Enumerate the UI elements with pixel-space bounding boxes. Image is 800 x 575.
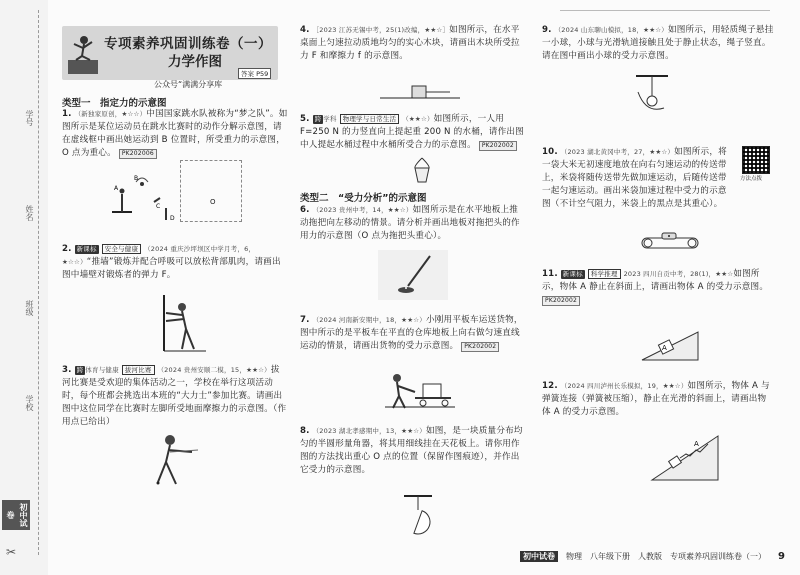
diver-figure [110, 168, 180, 228]
section-1-heading: 类型一 指定力的示意图 [62, 98, 167, 109]
footer-title: 专项素养巩固训练卷（一） [670, 551, 766, 561]
svg-text:A: A [694, 440, 699, 448]
page-number: 9 [778, 550, 785, 562]
question-8: 8. （2023 湖北孝感期中，13，★★☆）如图，是一块质量分布均匀的半圆形量角器，将其用细线挂在天花板上。请你用作图的方法找出重心 O 点的位置（保留作图痕迹），并作出它受力的示意图。 [300, 426, 523, 475]
question-11: 11. 新课标 科学推理 2023 四川自贡中考，28(1)，★★☆如图所示，物体 A 静止在斜面上，请画出物体 A 的受力示意图。 PK202002 [542, 269, 769, 304]
hanging-ball-figure [632, 74, 672, 114]
conveyor-figure [640, 232, 700, 252]
question-1: 1. （新独家原创，★☆☆）中国国家跳水队被称为“梦之队”。如图所示是某位运动员在跳水比赛时的动作分解示意图，请在虚线框中画出她运动到 B 位置时，所受重力的示意图，O 点为重心。 PK202006 [62, 109, 288, 158]
footer-brand: 初中试卷 [520, 551, 558, 562]
footer-edition: 人教版 [638, 551, 662, 561]
question-10: 10. （2023 湖北黄冈中考，27，★★☆）如图所示，将一袋大米无初速度地放在向右匀速运动的传送带上，米袋将随传送带先做加速运动，后随传送带一起匀速运动。画出米袋加速过程中受力的示意图（不计空气阻力，米袋上的黑点是其重心）。 [542, 147, 727, 209]
question-5: 5. 跨 学科 物理学与日常生活 （★★☆）如图所示，一人用 F=250 N 的力竖直向上提起重 200 N 的水桶，请作出图中人提起水桶过程中水桶所受合力的示意图。 PK202002 [300, 114, 524, 150]
tug-of-war-figure [150, 432, 200, 492]
wall-push-figure [160, 293, 210, 353]
label-student-id: 学号 [25, 110, 34, 126]
answer-dashed-box[interactable] [180, 160, 242, 222]
question-9: 9. （2024 山东聊山模拟，18，★★☆）如图所示，用轻质绳子悬挂一小球，小球与光滑轨道接触且处于静止状态，绳子竖直。请在图中画出小球的受力示意图。 [542, 25, 774, 61]
question-6: 6. （2023 贵州中考，14，★★☆）如图所示是在水平地板上推动拖把向左移动的情景。请分析并画出地板对拖把头的作用力的示意图（O 点为拖把头重心）。 [300, 205, 520, 241]
footer-bar [520, 548, 790, 564]
svg-text:A: A [662, 344, 667, 352]
footer-grade: 八年级下册 [590, 551, 630, 561]
footer-subject: 物理 [566, 551, 582, 561]
svg-text:D: D [170, 215, 175, 222]
label-name: 姓名 [25, 205, 34, 221]
bucket-figure [412, 156, 432, 184]
block-on-table-figure [380, 82, 460, 104]
column-top-rule [560, 10, 770, 11]
label-school: 学校 [25, 395, 34, 411]
spring-incline-figure [650, 432, 720, 482]
question-7: 7. （2024 河南新安期中，18，★★☆）小刚用平板车运送货物，图中所示的是平板车在平直的仓库地板上向右做匀速直线运动的情景，请画出货物的受力示意图。 PK202002 [300, 315, 523, 351]
question-4: 4. ［2023 江苏无锡中考，25(1)改编，★★☆］如图所示，在水平桌面上匀速拉动质地均匀的实心木块，请画出木块所受拉力 F 和摩擦力 f 的示意图。 [300, 25, 520, 61]
incline-block-figure [640, 326, 700, 362]
title-figure-icon [66, 30, 100, 76]
page-title: 专项素养巩固训练卷（一） [104, 36, 272, 52]
svg-text:A: A [114, 185, 119, 192]
page-subtitle: 力学作图 [168, 54, 222, 70]
answer-ref: 答案 P59 [238, 68, 271, 79]
margin-brand: 初中试卷 [2, 500, 30, 530]
center-point-label: O [210, 198, 216, 206]
label-class: 班级 [25, 300, 34, 316]
wechat-watermark: 公众号“满满分享库 [154, 80, 223, 89]
question-12: 12. （2024 四川泸州长乐模拟，19，★★☆）如图所示，物体 A 与弹簧连接（弹簧被压缩），静止在光滑的斜面上，请画出物体 A 的受力示意图。 [542, 381, 770, 417]
svg-text:B: B [134, 175, 139, 182]
binding-margin [0, 0, 48, 575]
cart-figure [385, 370, 455, 410]
question-3: 3. 跨 体育与健康 拔河比赛 （2024 贵州安顺二模，15，★★☆）拔河比赛是受欢迎的集体活动之一，学校在举行这项活动时，每个班都会挑选出本班的“大力士”参加比赛。请画出图中这位同学在比赛时左脚所受地面摩擦力的示意图。（作用点已给出） [62, 365, 287, 427]
section-2-heading: 类型二 “受力分析”的示意图 [300, 193, 427, 204]
svg-text:C: C [156, 203, 161, 210]
protractor-figure [400, 494, 436, 538]
qr-label: 方法点拨 [740, 176, 763, 182]
qr-code[interactable] [742, 146, 770, 174]
question-2: 2. 新课标 安全与健康 （2024 重庆沙坪坝区中学月考，6，★☆☆）“推墙”锻炼并配合呼吸可以放松背部肌肉，请画出图中墙壁对锻炼者的弹力 F。 [62, 244, 281, 280]
scissors-icon: ✂ [6, 545, 17, 559]
binding-line [38, 10, 39, 555]
mop-figure [378, 250, 448, 300]
